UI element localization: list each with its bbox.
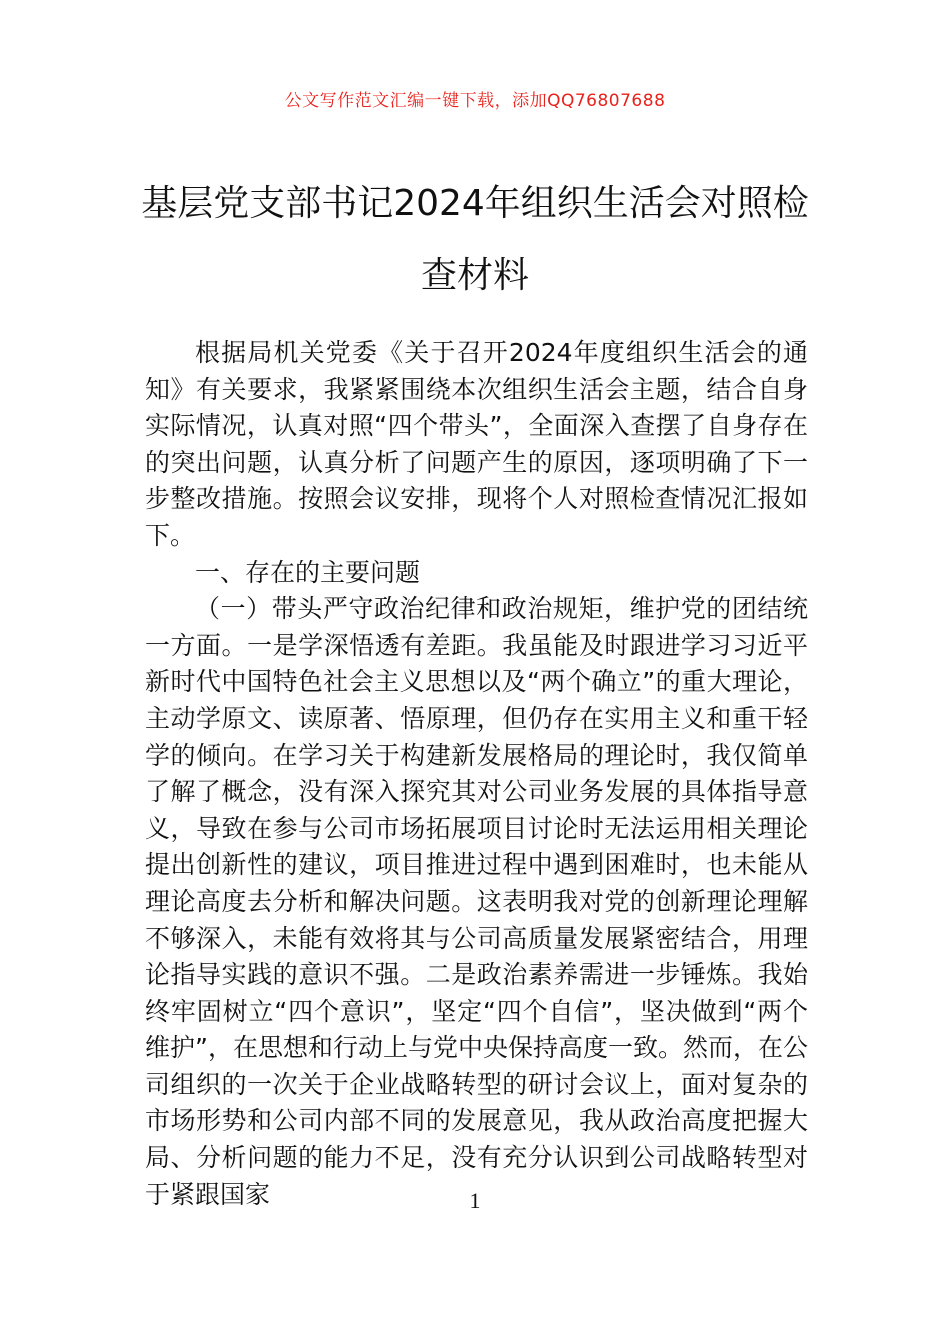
document-title: 基层党支部书记2024年组织生活会对照检查材料 <box>141 183 809 296</box>
body-paragraph: （一）带头严守政治纪律和政治规矩，维护党的团结统一方面。一是学深悟透有差距。我虽能及时跟进学习习近平新时代中国特色社会主义思想以及“两个确立”的重大理论，主动学原文、读原著、悟原理，但仍存在实用主义和重干轻学的倾向。在学习关于构建新发展格局的理论时，我仅简单了解了概念，没有深入探究其对公司业务发展的具体指导意义，导致在参与公司市场拓展项目讨论时无法运用相关理论提出创新性的建议，项目推进过程中遇到困难时，也未能从理论高度去分析和解决问题。这表明我对党的创新理论理解不够深入，未能有效将其与公司高质量发展紧密结合，用理论指导实践的意识不强。二是政治素养需进一步锤炼。我始终牢固树立“四个意识”，坚定“四个自信”，坚决做到“两个维护”，在思想和行动上与党中央保持高度一致。然而，在公司组织的一次关于企业战略转型的研讨会议上，面对复杂的市场形势和公司内部不同的发展意见，我从政治高度把握大局、分析问题的能力不足，没有充分认识到公司战略转型对于紧跟国家 <box>145 594 808 1209</box>
intro-paragraph: 根据局机关党委《关于召开2024年度组织生活会的通知》有关要求，我紧紧围绕本次组织生活会主题，结合自身实际情况，认真对照“四个带头”，全面深入查摆了自身存在的突出问题，认真分析了问题产生的原因，逐项明确了下一步整改措施。按照会议安排，现将个人对照检查情况汇报如下。 <box>145 338 808 550</box>
document-body <box>145 335 808 1213</box>
section-heading: 一、存在的主要问题 <box>195 557 421 587</box>
download-banner: 公文写作范文汇编一键下载，添加QQ76807688 <box>284 91 666 111</box>
page-number: 1 <box>469 1188 481 1213</box>
